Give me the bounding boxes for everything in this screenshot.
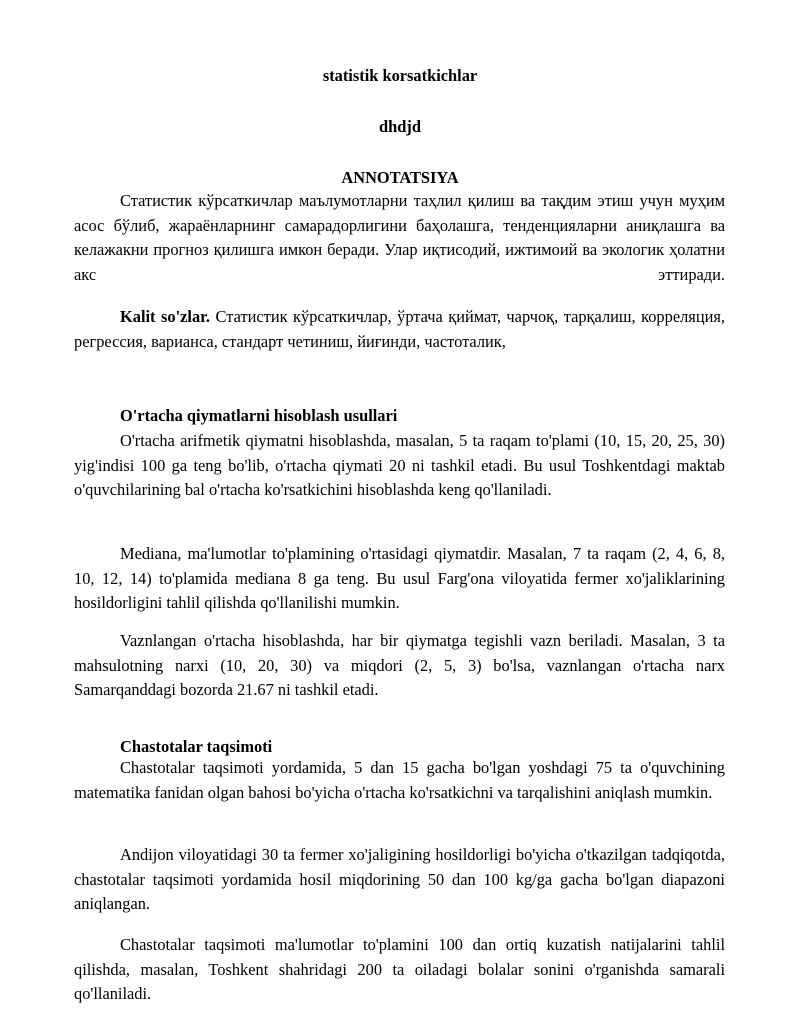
paragraph-text: Vaznlangan o'rtacha hisoblashda, har bir qiymatga tegishli vazn beriladi. Masalan, 3 ta mahsulotning narxi (10, 20, 30) va miqdori (2, 5, 3) bo'lsa, vaznlangan o'rtacha narx Samarqanddagi bozorda 21.67 ni tashkil etadi. (74, 631, 725, 699)
paragraph-text: Chastotalar taqsimoti ma'lumotlar to'plamini 100 dan ortiq kuzatish natijalarini tahlil qilishda, masalan, Toshkent shahridagi 200 ta oiladagi bolalar sonini o'rganishda samarali qo'llaniladi. (74, 935, 725, 1003)
paragraph-frequency-andijan (74, 843, 725, 917)
annotation-heading: ANNOTATSIYA (341, 168, 459, 187)
keywords-label: Kalit so'zlar. (120, 307, 211, 326)
paragraph-text: O'rtacha arifmetik qiymatni hisoblashda, masalan, 5 ta raqam to'plami (10, 15, 20, 25, 30) yig'indisi 100 ga teng bo'lib, o'rtacha qiymati 20 ni tashkil etadi. Bu usul Toshkentdagi maktab o'quvchilarining bal o'rtacha ko'rsatkichini hisoblashda keng qo'llaniladi. (74, 431, 725, 499)
paragraph-text: Mediana, ma'lumotlar to'plamining o'rtasidagi qiymatdir. Masalan, 7 ta raqam (2, 4, 6, 8, 10, 12, 14) to'plamida mediana 8 ga teng. Bu usul Farg'ona viloyatida fermer xo'jaliklarining hosildorligini tahlil qilishda qo'llanilishi mumkin. (74, 544, 725, 612)
paragraph-arithmetic-mean (74, 429, 725, 503)
paragraph-frequency-tashkent (74, 933, 725, 1007)
paragraph-weighted-mean (74, 629, 725, 703)
keywords-text: Статистик кўрсаткичлар, ўртача қиймат, чарчоқ, тарқалиш, корреляция, регрессия, варианса, стандарт четиниш, йиғинди, частоталик, (74, 307, 725, 351)
annotation-paragraph (74, 189, 725, 287)
keywords-paragraph (74, 305, 725, 354)
paragraph-text: Chastotalar taqsimoti yordamida, 5 dan 15 gacha bo'lgan yoshdagi 75 ta o'quvchining matematika fanidan olgan bahosi bo'yicha o'rtacha ko'rsatkichni va tarqalishini aniqlash mumkin. (74, 758, 725, 802)
document-title: statistik korsatkichlar (322, 66, 478, 85)
document-subtitle: dhdjd (379, 117, 421, 136)
annotation-text: Статистик кўрсаткичлар маълумотларни таҳлил қилиш ва тақдим этиш учун муҳим асос бўлиб, жараёнларнинг самарадорлигини баҳолашга, тенденцияларни аниқлашга ва келажакни прогноз қилишга имкон беради. Улар иқтисодий, ижтимоий ва экологик ҳолатни акс эттиради. (74, 191, 725, 284)
section-heading-frequency: Chastotalar taqsimoti (120, 737, 273, 756)
keywords-line (74, 305, 725, 354)
paragraph-frequency-grades (74, 756, 725, 805)
paragraph-median (74, 542, 725, 616)
paragraph-text: Andijon viloyatidagi 30 ta fermer xo'jaligining hosildorligi bo'yicha o'tkazilgan tadqiqotda, chastotalar taqsimoti yordamida hosil miqdorining 50 dan 100 kg/ga gacha bo'lgan diapazoni aniqlangan. (74, 845, 725, 913)
section-heading-averages: O'rtacha qiymatlarni hisoblash usullari (120, 406, 398, 425)
